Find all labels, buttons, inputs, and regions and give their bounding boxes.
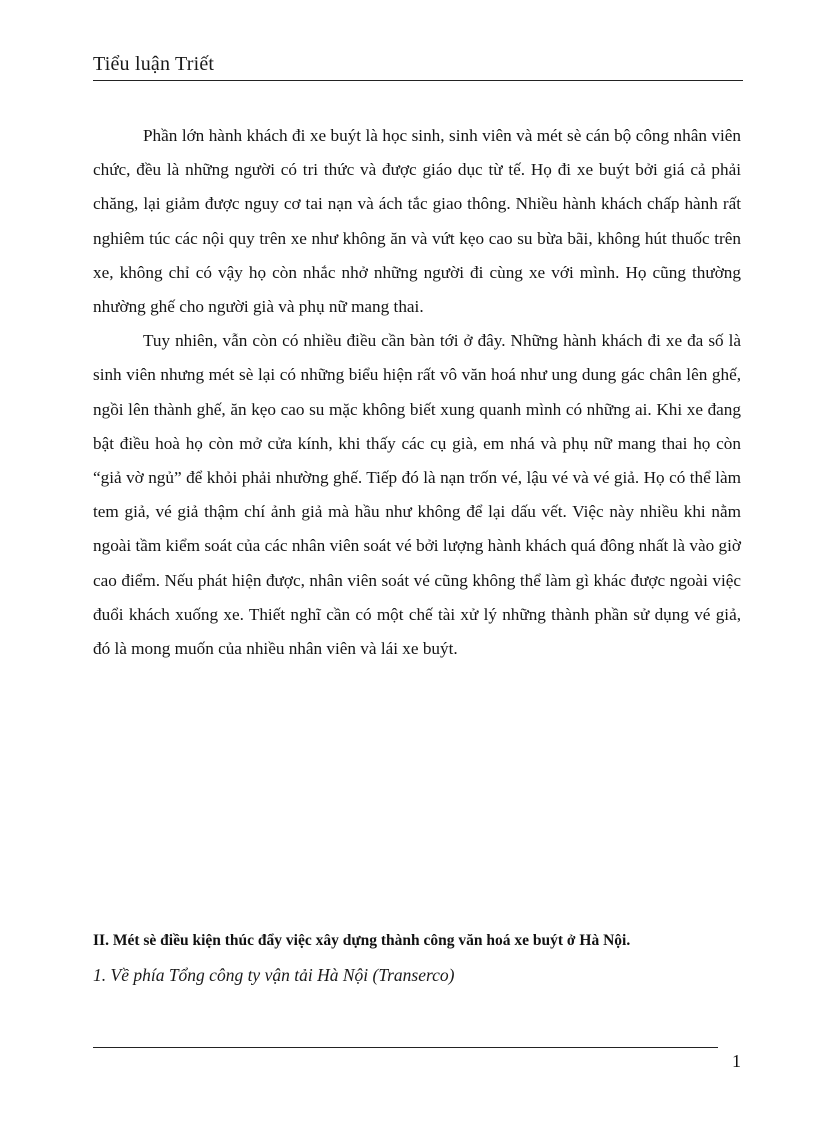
page-number: 1 xyxy=(732,1051,741,1071)
body-text xyxy=(93,119,741,666)
section-heading: II. Mét sè điều kiện thúc đẩy việc xây dựng thành công văn hoá xe buýt ở Hà Nội. xyxy=(93,932,631,949)
subsection-heading: 1. Về phía Tổng công ty vận tải Hà Nội (Transerco) xyxy=(93,965,455,985)
page-header xyxy=(93,52,743,81)
document-title: Tiểu luận Triết xyxy=(93,53,215,75)
paragraph-1: Phần lớn hành khách đi xe buýt là học sinh, sinh viên và mét sè cán bộ công nhân viên chức, đều là những người có tri thức và được giáo dục từ tế. Họ đi xe buýt bởi giá cả phải chăng, lại giảm được nguy cơ tai nạn và ách tắc giao thông. Nhiều hành khách chấp hành rất nghiêm túc các nội quy trên xe như không ăn và vứt kẹo cao su bừa bãi, không hút thuốc trên xe, không chỉ có vậy họ còn nhắc nhở những người đi cùng xe với mình. Họ cũng thường nhường ghế cho người già và phụ nữ mang thai. xyxy=(93,126,741,317)
footer-divider xyxy=(93,1047,718,1048)
paragraph-2: Tuy nhiên, vẫn còn có nhiều điều cần bàn tới ở đây. Những hành khách đi xe đa số là sinh viên nhưng mét sè lại có những biểu hiện rất vô văn hoá như ung dung gác chân lên ghế, ngồi lên thành ghế, ăn kẹo cao su mặc không biết xung quanh mình có những ai. Khi xe đang bật điều hoà họ còn mở cửa kính, khi thấy các cụ già, em nhá và phụ nữ mang thai họ còn “giả vờ ngủ” để khỏi phải nhường ghế. Tiếp đó là nạn trốn vé, lậu vé và vé giả. Họ có thể làm tem giả, vé giả thậm chí ảnh giả mà hầu như không để lại dấu vết. Việc này nhiều khi nằm ngoài tầm kiểm soát của các nhân viên soát vé bởi lượng hành khách quá đông nhất là vào giờ cao điểm. Nếu phát hiện được, nhân viên soát vé cũng không thể làm gì khác được ngoài việc đuổi khách xuống xe. Thiết nghĩ cần có một chế tài xử lý những thành phần sử dụng vé giả, đó là mong muốn của nhiều nhân viên và lái xe buýt. xyxy=(93,331,741,659)
